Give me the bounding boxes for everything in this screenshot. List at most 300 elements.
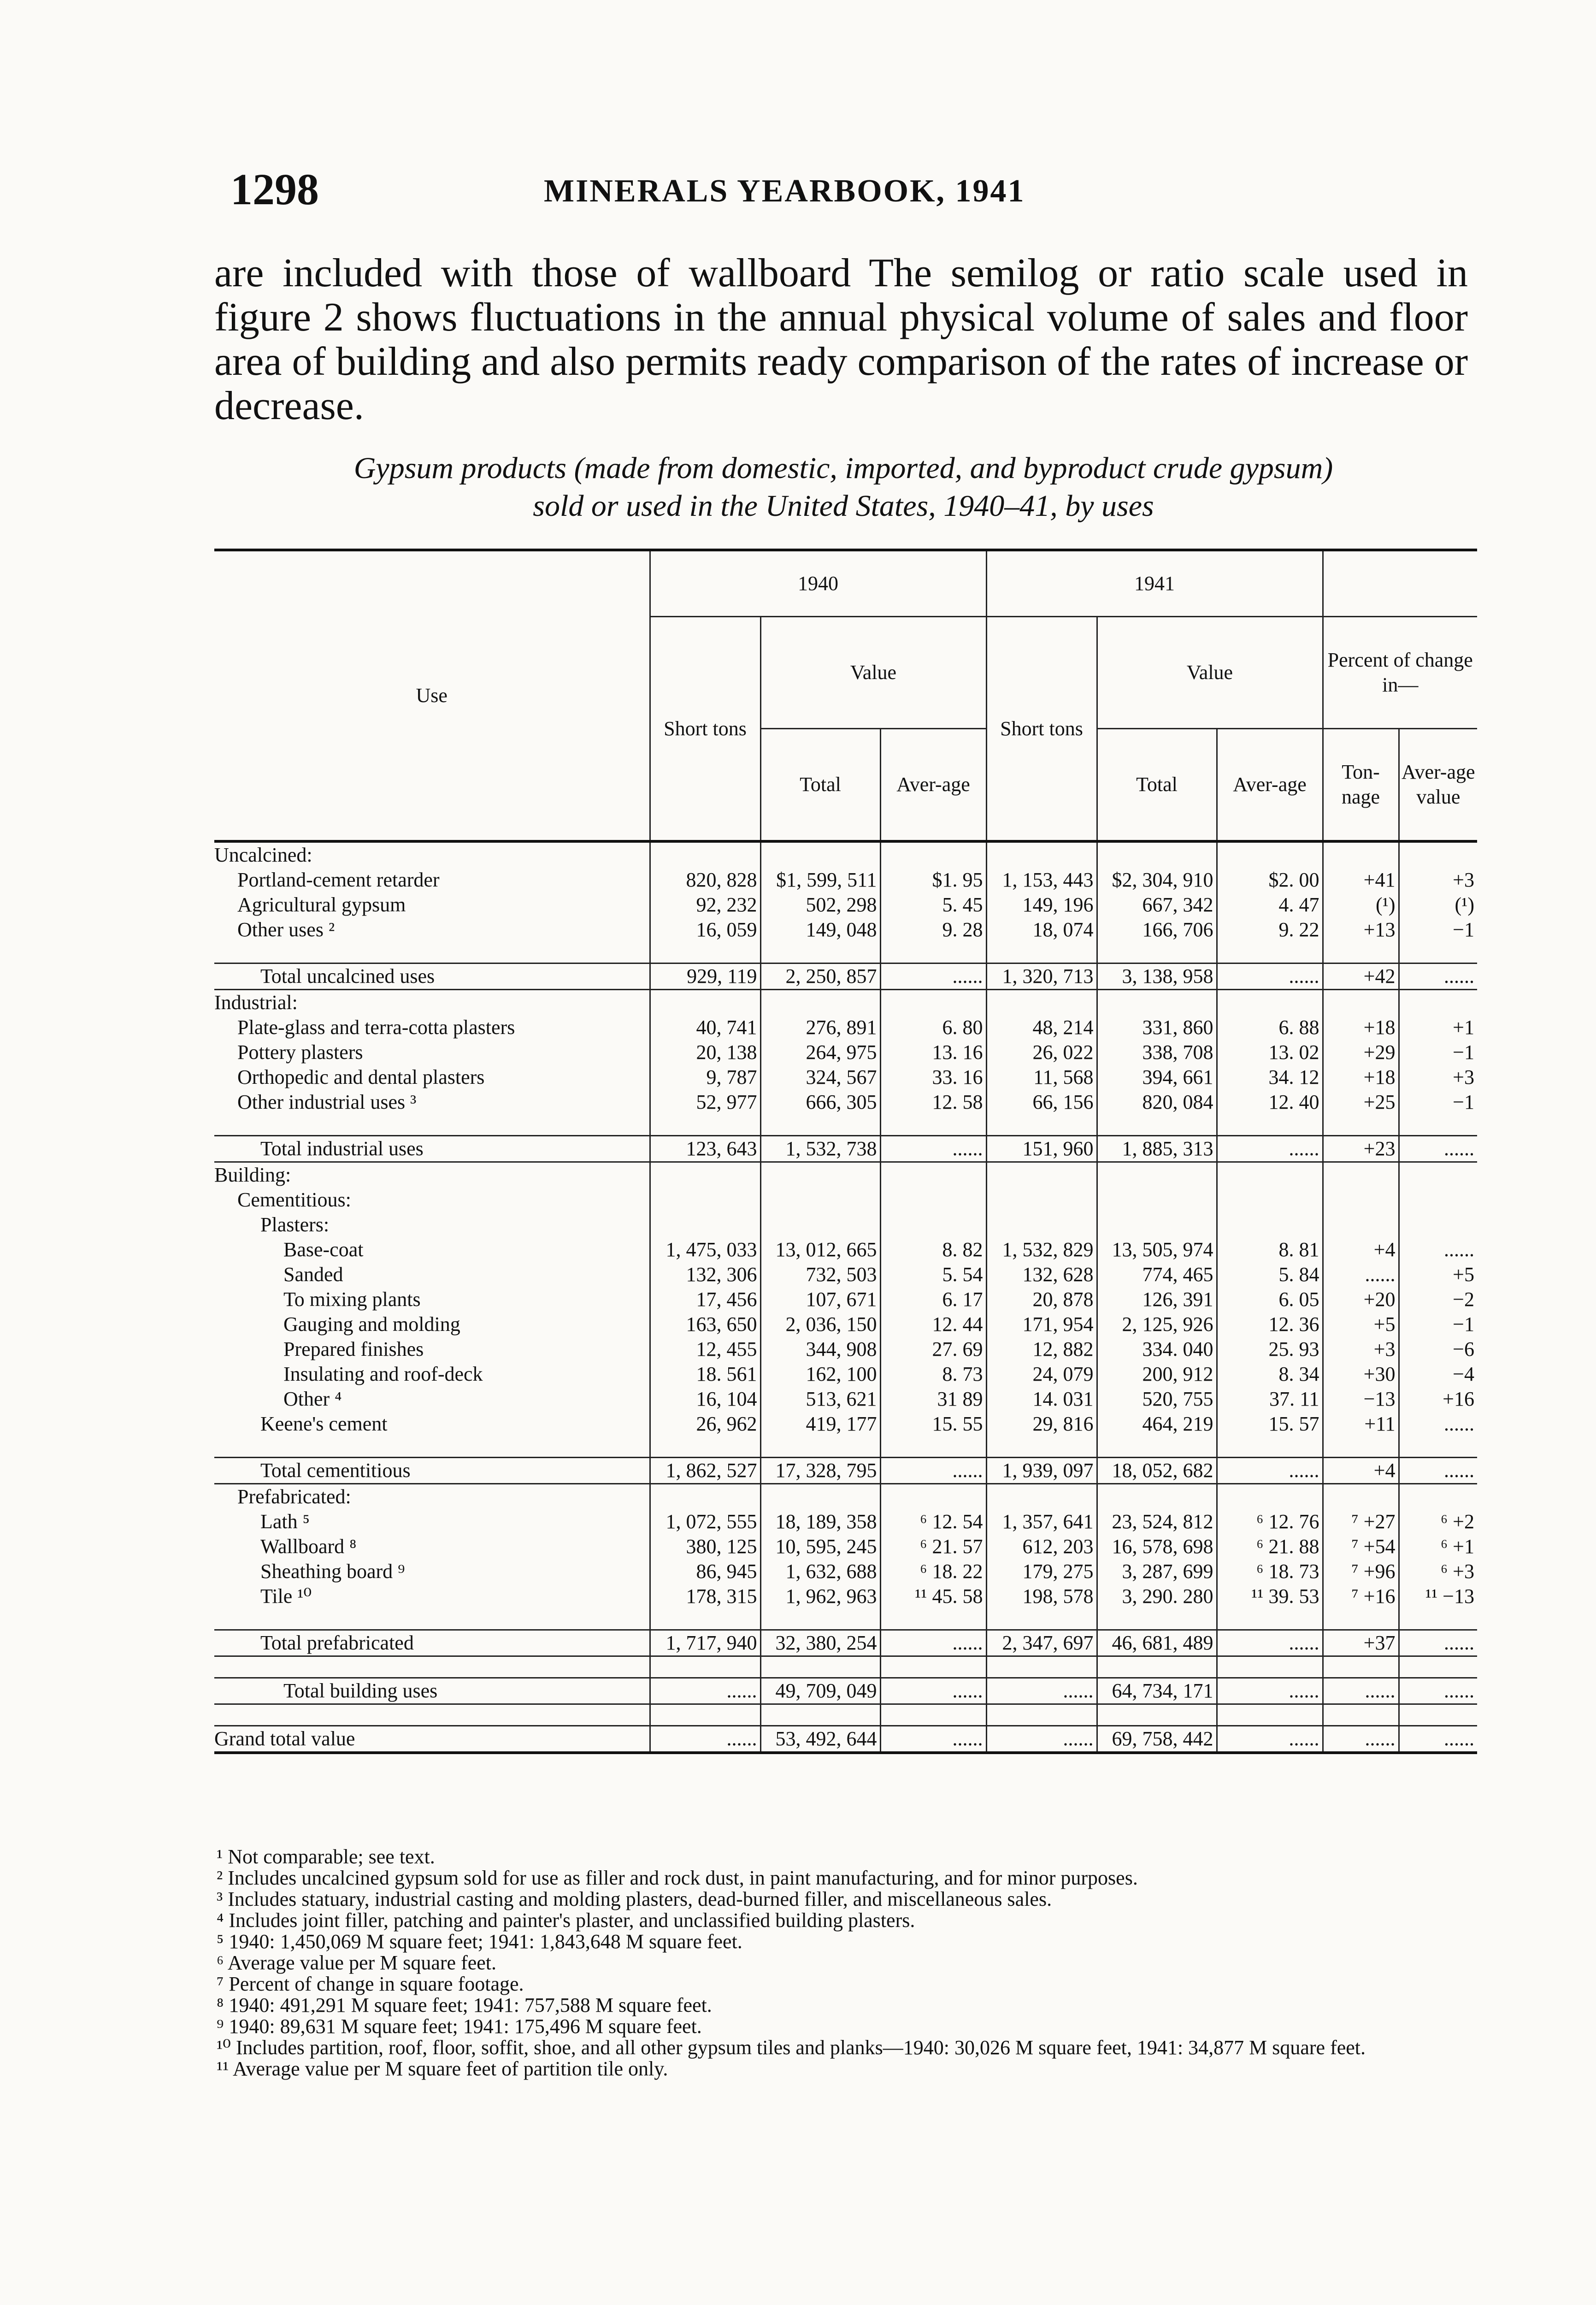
cell-pt: +42 [1323,963,1399,990]
cell-a40: 12. 58 [880,1090,986,1115]
table-row [214,1090,1477,1115]
cell-t40 [650,1484,760,1510]
table-row [214,868,1477,892]
row-label: Lath ⁵ [260,1510,310,1533]
cell-a40: ...... [880,1630,986,1656]
cell-a41 [1217,1162,1323,1188]
table-row [214,1262,1477,1287]
cell-pt: ...... [1323,1678,1399,1704]
cell-pa: (¹) [1399,892,1477,917]
cell-a40: 12. 44 [880,1312,986,1337]
row-label: Building: [214,1164,291,1186]
spacer-row [214,1609,1477,1630]
cell-a41: 34. 12 [1217,1065,1323,1090]
cell-a40: $1. 95 [880,868,986,892]
row-label: Total building uses [214,1678,650,1704]
table-row [214,1337,1477,1362]
cell-pa: −1 [1399,1090,1477,1115]
cell-v41: 126, 391 [1097,1287,1217,1312]
cell-v40 [760,990,880,1016]
cell-t40: 17, 456 [650,1287,760,1312]
cell-v41: 338, 708 [1097,1040,1217,1065]
cell-t40: 178, 315 [650,1584,760,1609]
cell-pt: ⁷ +16 [1323,1584,1399,1609]
table-section-heading [214,990,1477,1016]
cell-pt: +23 [1323,1136,1399,1162]
cell-pt: +30 [1323,1362,1399,1387]
footnote: ⁴ Includes joint filler, patching and painter's plaster, and unclassified building plasters. [217,1909,915,1932]
header-total-1940: Total [760,729,880,842]
cell-a41 [1217,1212,1323,1237]
cell-v40 [760,1162,880,1188]
header-average-1941: Aver-age [1217,729,1323,842]
cell-pa: −2 [1399,1287,1477,1312]
cell-pt: (¹) [1323,892,1399,917]
cell-a40 [880,841,986,868]
header-percent-change: Percent of change in— [1323,617,1477,729]
table-row [214,1312,1477,1337]
cell-v40: 49, 709, 049 [760,1678,880,1704]
cell-v41: 3, 138, 958 [1097,963,1217,990]
row-label: Keene's cement [260,1413,388,1435]
cell-a41: 8. 34 [1217,1362,1323,1387]
header-year-1941: 1941 [986,550,1323,617]
cell-pt [1323,1162,1399,1188]
cell-v40 [760,1484,880,1510]
cell-v41: 394, 661 [1097,1065,1217,1090]
row-label: Total prefabricated [214,1630,650,1656]
cell-a41: ⁶ 18. 73 [1217,1559,1323,1584]
cell-v41: 69, 758, 442 [1097,1726,1217,1753]
cell-t40: ...... [650,1678,760,1704]
cell-v41: 774, 465 [1097,1262,1217,1287]
cell-a40: 6. 80 [880,1015,986,1040]
footnote: ¹⁰ Includes partition, roof, floor, soffit, shoe, and all other gypsum tiles and planks—1940: 30,026 M square feet, 1941: 34,877 M square feet. [217,2036,1366,2059]
cell-v40 [760,1188,880,1212]
cell-pt: +25 [1323,1090,1399,1115]
table-caption-line2: sold or used in the United States, 1940–41, by uses [533,489,1154,523]
cell-v41: 331, 860 [1097,1015,1217,1040]
cell-a41: ¹¹ 39. 53 [1217,1584,1323,1609]
spacer-row [214,1115,1477,1136]
row-label: Portland-cement retarder [237,869,440,891]
cell-a40: ⁶ 12. 54 [880,1509,986,1534]
cell-pt: +11 [1323,1412,1399,1436]
footnotes [217,1846,1479,2080]
row-label: Base-coat [283,1238,364,1261]
cell-v41 [1097,1212,1217,1237]
cell-pt: ⁷ +96 [1323,1559,1399,1584]
cell-a41: 8. 81 [1217,1237,1323,1262]
cell-pt: +5 [1323,1312,1399,1337]
row-label: Plate-glass and terra-cotta plasters [237,1016,515,1039]
cell-v40: 324, 567 [760,1065,880,1090]
cell-v41 [1097,1188,1217,1212]
row-label: Total industrial uses [214,1136,650,1162]
cell-pt: ...... [1323,1262,1399,1287]
cell-a40 [880,1162,986,1188]
cell-pa: −1 [1399,1312,1477,1337]
cell-a41 [1217,990,1323,1016]
cell-a41: ...... [1217,963,1323,990]
cell-a40: 6. 17 [880,1287,986,1312]
cell-t41: 1, 532, 829 [986,1237,1097,1262]
cell-pa: −1 [1399,917,1477,942]
cell-a40: 5. 54 [880,1262,986,1287]
cell-pa: +1 [1399,1015,1477,1040]
cell-a41: ...... [1217,1458,1323,1484]
cell-v41: 3, 290. 280 [1097,1584,1217,1609]
cell-v41: 13, 505, 974 [1097,1237,1217,1262]
cell-pt [1323,990,1399,1016]
table-section-heading [214,841,1477,868]
cell-t41: 1, 939, 097 [986,1458,1097,1484]
cell-a41: ...... [1217,1726,1323,1753]
footnote: ⁸ 1940: 491,291 M square feet; 1941: 757,588 M square feet. [217,1994,712,2016]
cell-a40: 8. 73 [880,1362,986,1387]
cell-a40: ...... [880,1678,986,1704]
cell-t40: 26, 962 [650,1412,760,1436]
cell-pa: ...... [1399,1237,1477,1262]
footnote: ⁷ Percent of change in square footage. [217,1973,524,1995]
cell-pa: ...... [1399,1136,1477,1162]
cell-t40: 1, 475, 033 [650,1237,760,1262]
cell-a41 [1217,1188,1323,1212]
cell-t41: 151, 960 [986,1136,1097,1162]
cell-pa: ...... [1399,1678,1477,1704]
header-value-1941: Value [1097,617,1323,729]
cell-v40: 17, 328, 795 [760,1458,880,1484]
row-label: Pottery plasters [237,1041,363,1064]
cell-v40 [760,1212,880,1237]
header-total-1941: Total [1097,729,1217,842]
cell-v40: 732, 503 [760,1262,880,1287]
footnote: ³ Includes statuary, industrial casting and molding plasters, dead-burned filler, and miscellaneous sales. [217,1888,1052,1910]
cell-t41 [986,1484,1097,1510]
cell-a41: 6. 88 [1217,1015,1323,1040]
header-percent-blank [1323,550,1477,617]
cell-t41: 66, 156 [986,1090,1097,1115]
table-total-row [214,1726,1477,1753]
cell-v40: 18, 189, 358 [760,1509,880,1534]
footnote: ⁹ 1940: 89,631 M square feet; 1941: 175,496 M square feet. [217,2015,702,2038]
row-label: Plasters: [260,1213,330,1236]
row-label: Insulating and roof-deck [283,1363,483,1385]
row-label: Tile ¹⁰ [260,1585,312,1608]
cell-v41 [1097,1162,1217,1188]
cell-pa [1399,1484,1477,1510]
spacer-row [214,1656,1477,1678]
cell-t41 [986,1212,1097,1237]
cell-v41 [1097,990,1217,1016]
cell-t41: 149, 196 [986,892,1097,917]
cell-t41: ...... [986,1678,1097,1704]
cell-v41: 23, 524, 812 [1097,1509,1217,1534]
cell-v40: 1, 532, 738 [760,1136,880,1162]
cell-t41: 1, 357, 641 [986,1509,1097,1534]
cell-t40: 1, 717, 940 [650,1630,760,1656]
cell-a41 [1217,1484,1323,1510]
cell-t40 [650,990,760,1016]
gypsum-table [214,549,1477,1754]
cell-v40: 13, 012, 665 [760,1237,880,1262]
cell-v40 [760,841,880,868]
cell-v41 [1097,841,1217,868]
cell-v41 [1097,1484,1217,1510]
table-row [214,1065,1477,1090]
cell-t40: 12, 455 [650,1337,760,1362]
cell-t41: 24, 079 [986,1362,1097,1387]
header-short-tons-1941: Short tons [986,617,1097,842]
cell-a40: 5. 45 [880,892,986,917]
cell-pt: +20 [1323,1287,1399,1312]
cell-v41: 46, 681, 489 [1097,1630,1217,1656]
cell-pa: ⁶ +2 [1399,1509,1477,1534]
row-label: Other ⁴ [283,1388,342,1410]
cell-v40: 419, 177 [760,1412,880,1436]
spacer-row [214,1704,1477,1726]
cell-pt: +3 [1323,1337,1399,1362]
cell-v40: 276, 891 [760,1015,880,1040]
footnote: ² Includes uncalcined gypsum sold for use as filler and rock dust, in paint manufacturing, and for minor purposes. [217,1867,1138,1889]
row-label: Prepared finishes [283,1338,424,1360]
cell-a41: 9. 22 [1217,917,1323,942]
cell-pt: +18 [1323,1015,1399,1040]
cell-a41: 12. 36 [1217,1312,1323,1337]
row-label: Prefabricated: [237,1485,351,1508]
header-value-1940: Value [760,617,986,729]
table-caption-line1: Gypsum products (made from domestic, imported, and byproduct crude gypsum) [353,451,1333,485]
cell-t41: 12, 882 [986,1337,1097,1362]
header-tonnage: Ton-nage [1323,729,1399,842]
table-section-heading [214,1212,1477,1237]
header-use: Use [214,550,650,841]
cell-a40: ...... [880,1726,986,1753]
cell-a40: 9. 28 [880,917,986,942]
cell-a40: ...... [880,963,986,990]
cell-a40: 27. 69 [880,1337,986,1362]
cell-a41: 13. 02 [1217,1040,1323,1065]
cell-a40 [880,1212,986,1237]
cell-v41: 16, 578, 698 [1097,1534,1217,1559]
cell-a41: ...... [1217,1630,1323,1656]
row-label: Wallboard ⁸ [260,1535,357,1558]
running-title: MINERALS YEARBOOK, 1941 [544,173,1025,209]
table-row [214,1015,1477,1040]
table-body [214,841,1477,1753]
page-number: 1298 [230,165,319,214]
cell-t41: 14. 031 [986,1387,1097,1412]
table-caption [221,449,1466,525]
cell-t41: 48, 214 [986,1015,1097,1040]
cell-a41: ...... [1217,1136,1323,1162]
cell-v41: 3, 287, 699 [1097,1559,1217,1584]
cell-v41: 1, 885, 313 [1097,1136,1217,1162]
cell-pa: ...... [1399,1458,1477,1484]
cell-t40 [650,1162,760,1188]
table-row [214,1534,1477,1559]
cell-t41: 2, 347, 697 [986,1630,1097,1656]
cell-t41: 132, 628 [986,1262,1097,1287]
row-label: Industrial: [214,991,298,1014]
cell-v40: 2, 250, 857 [760,963,880,990]
spacer-row [214,942,1477,963]
row-label: Sanded [283,1263,343,1286]
table-section-heading [214,1484,1477,1510]
cell-pa: ⁶ +3 [1399,1559,1477,1584]
cell-pt: +41 [1323,868,1399,892]
cell-t41: 198, 578 [986,1584,1097,1609]
cell-v40: 149, 048 [760,917,880,942]
cell-t41: 20, 878 [986,1287,1097,1312]
cell-pa: +3 [1399,1065,1477,1090]
cell-a41: 12. 40 [1217,1090,1323,1115]
cell-a40: 13. 16 [880,1040,986,1065]
footnote: ¹¹ Average value per M square feet of partition tile only. [217,2057,668,2080]
table-row [214,1362,1477,1387]
cell-v40: 1, 632, 688 [760,1559,880,1584]
cell-v41: 820, 084 [1097,1090,1217,1115]
cell-t41: 1, 320, 713 [986,963,1097,990]
cell-t41: 11, 568 [986,1065,1097,1090]
footnote: ⁵ 1940: 1,450,069 M square feet; 1941: 1,843,648 M square feet. [217,1930,742,1953]
cell-v40: 32, 380, 254 [760,1630,880,1656]
cell-t41: 29, 816 [986,1412,1097,1436]
cell-a40: 31 89 [880,1387,986,1412]
cell-t40: 123, 643 [650,1136,760,1162]
cell-v40: 10, 595, 245 [760,1534,880,1559]
cell-t40 [650,841,760,868]
cell-a41: $2. 00 [1217,868,1323,892]
cell-pa: ...... [1399,963,1477,990]
cell-v41: 334. 040 [1097,1337,1217,1362]
cell-a41: 5. 84 [1217,1262,1323,1287]
cell-v40: 344, 908 [760,1337,880,1362]
table-row [214,1412,1477,1436]
cell-v41: 667, 342 [1097,892,1217,917]
table-total-row [214,1458,1477,1484]
row-label: Gauging and molding [283,1313,460,1336]
cell-pa: +3 [1399,868,1477,892]
cell-a40: 33. 16 [880,1065,986,1090]
cell-pa: −4 [1399,1362,1477,1387]
cell-t41: 612, 203 [986,1534,1097,1559]
footnote: ¹ Not comparable; see text. [217,1845,435,1868]
cell-a40 [880,1484,986,1510]
table-total-row [214,1678,1477,1704]
cell-a41: ⁶ 12. 76 [1217,1509,1323,1534]
table-row [214,1584,1477,1609]
cell-t41: ...... [986,1726,1097,1753]
cell-v40: 162, 100 [760,1362,880,1387]
cell-t40: 9, 787 [650,1065,760,1090]
cell-pa: ...... [1399,1412,1477,1436]
cell-t40 [650,1188,760,1212]
cell-a40 [880,1188,986,1212]
cell-pa [1399,1212,1477,1237]
row-label: Orthopedic and dental plasters [237,1066,485,1088]
cell-a40 [880,990,986,1016]
cell-t41: 171, 954 [986,1312,1097,1337]
spacer-row [214,1436,1477,1458]
cell-pt: ⁷ +54 [1323,1534,1399,1559]
cell-pa: ¹¹ −13 [1399,1584,1477,1609]
cell-v40: 264, 975 [760,1040,880,1065]
cell-v41: 166, 706 [1097,917,1217,942]
cell-pt: ⁷ +27 [1323,1509,1399,1534]
cell-pt [1323,1188,1399,1212]
cell-t40: 18. 561 [650,1362,760,1387]
cell-pt: +4 [1323,1458,1399,1484]
cell-pa: +5 [1399,1262,1477,1287]
cell-v40: 502, 298 [760,892,880,917]
cell-pt [1323,1212,1399,1237]
table-row [214,1237,1477,1262]
row-label: Total cementitious [214,1458,650,1484]
table-row [214,1287,1477,1312]
cell-pt: −13 [1323,1387,1399,1412]
cell-t40: 929, 119 [650,963,760,990]
cell-v40: 2, 036, 150 [760,1312,880,1337]
cell-t40: 52, 977 [650,1090,760,1115]
cell-v40: 107, 671 [760,1287,880,1312]
row-label: To mixing plants [283,1288,421,1311]
cell-t41: 1, 153, 443 [986,868,1097,892]
cell-a41: 6. 05 [1217,1287,1323,1312]
cell-v41: $2, 304, 910 [1097,868,1217,892]
cell-t40: 1, 072, 555 [650,1509,760,1534]
header-average-value: Aver-age value [1399,729,1477,842]
table-section-heading [214,1188,1477,1212]
cell-t41 [986,1162,1097,1188]
cell-pt: +18 [1323,1065,1399,1090]
cell-pa [1399,1162,1477,1188]
cell-t41: 26, 022 [986,1040,1097,1065]
cell-v40: 513, 621 [760,1387,880,1412]
table-total-row [214,1630,1477,1656]
cell-a41: 37. 11 [1217,1387,1323,1412]
cell-t40: ...... [650,1726,760,1753]
cell-v40: 1, 962, 963 [760,1584,880,1609]
cell-t41: 179, 275 [986,1559,1097,1584]
header-average-1940: Aver-age [880,729,986,842]
cell-pa: +16 [1399,1387,1477,1412]
cell-pt: +4 [1323,1237,1399,1262]
cell-t40 [650,1212,760,1237]
cell-v41: 18, 052, 682 [1097,1458,1217,1484]
cell-pt: +37 [1323,1630,1399,1656]
cell-a40: 15. 55 [880,1412,986,1436]
table-row [214,892,1477,917]
cell-a41: 15. 57 [1217,1412,1323,1436]
table-total-row [214,963,1477,990]
table-row [214,1040,1477,1065]
table-total-row [214,1136,1477,1162]
cell-t40: 92, 232 [650,892,760,917]
row-label: Agricultural gypsum [237,893,406,916]
cell-pa [1399,1188,1477,1212]
row-label: Grand total value [214,1726,650,1753]
row-label: Uncalcined: [214,844,312,866]
cell-v40: $1, 599, 511 [760,868,880,892]
cell-pa: ...... [1399,1726,1477,1753]
cell-a41: ...... [1217,1678,1323,1704]
cell-t40: 163, 650 [650,1312,760,1337]
cell-a40: 8. 82 [880,1237,986,1262]
row-label: Sheathing board ⁹ [260,1560,405,1583]
row-label: Cementitious: [237,1188,351,1211]
table-row [214,1509,1477,1534]
